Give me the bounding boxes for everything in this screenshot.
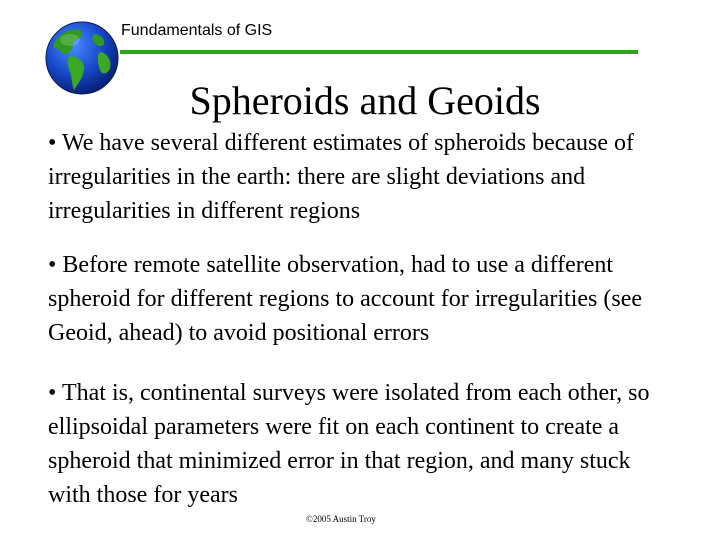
bullet-item: • That is, continental surveys were isolated from each other, so ellipsoidal parameters were fit on each continent to create a spheroid that minimized error in that region, and many stuck with those for years	[48, 380, 650, 508]
course-title: Fundamentals of GIS	[121, 22, 273, 39]
copyright-notice: ©2005 Austin Troy	[306, 514, 376, 524]
bullet-list	[48, 126, 660, 512]
title-divider	[120, 50, 638, 54]
bullet-item: • We have several different estimates of spheroids because of irregularities in the earth: there are slight deviations and irregularities in different regions	[48, 130, 635, 224]
slide-title: Spheroids and Geoids	[189, 78, 541, 123]
bullet-item: • Before remote satellite observation, had to use a different spheroid for different regions to account for irregularities (see Geoid, ahead) to avoid positional errors	[48, 252, 642, 346]
